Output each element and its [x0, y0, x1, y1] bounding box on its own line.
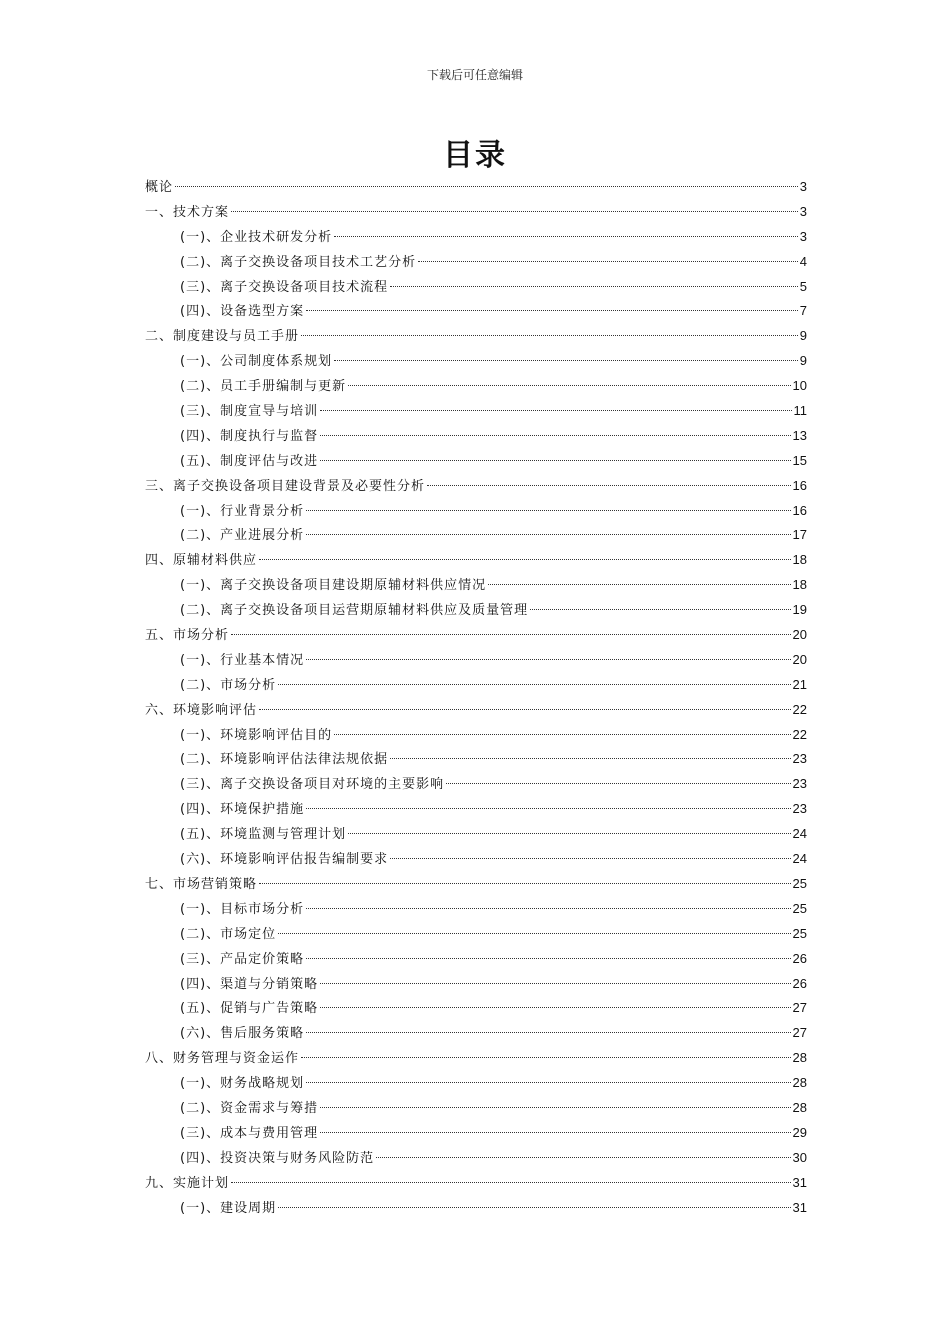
toc-entry[interactable]: [145, 947, 807, 972]
toc-entry-page-number: 10: [792, 378, 807, 394]
toc-dot-leader: [259, 559, 791, 560]
toc-entry-page-number: 31: [792, 1174, 807, 1190]
toc-entry-label: 七、市场营销策略: [145, 876, 258, 892]
toc-entry-label: (二)、资金需求与筹措: [180, 1100, 319, 1116]
toc-dot-leader: [530, 609, 790, 610]
toc-entry-label: (四)、制度执行与监督: [180, 428, 319, 444]
toc-entry[interactable]: [145, 499, 807, 524]
toc-entry-label: (五)、环境监测与管理计划: [180, 827, 347, 843]
toc-entry-label: 九、实施计划: [145, 1175, 230, 1191]
toc-entry[interactable]: [145, 175, 807, 200]
toc-entry-label: (一)、企业技术研发分析: [180, 229, 333, 245]
toc-dot-leader: [488, 584, 790, 585]
toc-entry-page-number: 7: [799, 303, 807, 319]
toc-dot-leader: [320, 1007, 790, 1008]
toc-entry-page-number: 24: [792, 826, 807, 842]
toc-entry-label: (三)、离子交换设备项目技术流程: [180, 279, 389, 295]
toc-dot-leader: [334, 236, 798, 237]
toc-entry-page-number: 18: [792, 577, 807, 593]
toc-dot-leader: [348, 385, 790, 386]
toc-entry-label: (二)、离子交换设备项目运营期原辅材料供应及质量管理: [180, 603, 529, 619]
toc-dot-leader: [320, 1107, 790, 1108]
toc-entry-page-number: 23: [792, 751, 807, 767]
table-of-contents: [145, 175, 807, 1220]
toc-entry-page-number: 28: [792, 1099, 807, 1115]
toc-entry[interactable]: [145, 772, 807, 797]
toc-dot-leader: [231, 211, 798, 212]
toc-entry-page-number: 16: [792, 477, 807, 493]
toc-dot-leader: [259, 709, 791, 710]
toc-dot-leader: [175, 186, 798, 187]
toc-entry-label: (二)、市场分析: [180, 677, 277, 693]
toc-entry[interactable]: [145, 1021, 807, 1046]
toc-entry-page-number: 29: [792, 1124, 807, 1140]
toc-entry-label: (三)、制度宣导与培训: [180, 404, 319, 420]
toc-dot-leader: [301, 1057, 791, 1058]
toc-dot-leader: [376, 1157, 790, 1158]
toc-dot-leader: [390, 758, 790, 759]
toc-entry-page-number: 30: [792, 1149, 807, 1165]
toc-dot-leader: [390, 286, 798, 287]
toc-entry-page-number: 21: [792, 676, 807, 692]
toc-entry[interactable]: [145, 275, 807, 300]
toc-entry-page-number: 24: [792, 851, 807, 867]
toc-dot-leader: [320, 1132, 790, 1133]
toc-dot-leader: [348, 833, 790, 834]
toc-dot-leader: [306, 659, 790, 660]
toc-entry-page-number: 26: [792, 950, 807, 966]
toc-entry-label: (四)、投资决策与财务风险防范: [180, 1150, 375, 1166]
toc-entry-label: (一)、离子交换设备项目建设期原辅材料供应情况: [180, 578, 487, 594]
toc-entry[interactable]: [145, 548, 807, 573]
toc-entry-page-number: 3: [799, 179, 807, 194]
toc-dot-leader: [306, 1032, 790, 1033]
toc-entry[interactable]: [145, 1171, 807, 1196]
toc-entry-page-number: 22: [792, 726, 807, 742]
toc-entry-page-number: 20: [792, 627, 807, 643]
toc-entry[interactable]: [145, 374, 807, 399]
toc-dot-leader: [301, 335, 798, 336]
toc-dot-leader: [306, 958, 790, 959]
toc-entry-page-number: 23: [792, 776, 807, 792]
toc-entry-label: (三)、成本与费用管理: [180, 1125, 319, 1141]
toc-entry[interactable]: [145, 1146, 807, 1171]
toc-entry-page-number: 28: [792, 1050, 807, 1066]
toc-entry-label: (五)、制度评估与改进: [180, 453, 319, 469]
toc-entry-page-number: 31: [792, 1199, 807, 1215]
toc-dot-leader: [306, 1082, 790, 1083]
toc-entry-label: (四)、环境保护措施: [180, 802, 305, 818]
toc-title: 目录: [443, 138, 507, 173]
toc-entry[interactable]: [145, 897, 807, 922]
toc-entry-page-number: 18: [792, 552, 807, 568]
toc-dot-leader: [320, 435, 790, 436]
toc-entry[interactable]: [145, 200, 807, 225]
toc-dot-leader: [427, 485, 791, 486]
toc-entry-label: (三)、离子交换设备项目对环境的主要影响: [180, 777, 445, 793]
toc-entry-label: 五、市场分析: [145, 628, 230, 644]
toc-entry[interactable]: [145, 698, 807, 723]
toc-dot-leader: [231, 1182, 791, 1183]
toc-entry-label: 八、财务管理与资金运作: [145, 1051, 300, 1067]
toc-dot-leader: [306, 534, 790, 535]
toc-entry-page-number: 9: [799, 353, 807, 369]
toc-entry-page-number: 15: [792, 452, 807, 468]
toc-dot-leader: [306, 510, 790, 511]
toc-entry[interactable]: [145, 424, 807, 449]
toc-entry-label: (五)、促销与广告策略: [180, 1001, 319, 1017]
toc-entry-label: (一)、建设周期: [180, 1200, 277, 1216]
toc-entry[interactable]: [145, 474, 807, 499]
toc-dot-leader: [278, 1207, 790, 1208]
toc-entry-label: (四)、渠道与分销策略: [180, 976, 319, 992]
toc-dot-leader: [418, 261, 798, 262]
toc-entry[interactable]: [145, 723, 807, 748]
toc-entry-page-number: 19: [792, 602, 807, 618]
toc-entry[interactable]: [145, 872, 807, 897]
toc-entry-label: (二)、员工手册编制与更新: [180, 379, 347, 395]
toc-dot-leader: [446, 783, 790, 784]
toc-dot-leader: [259, 883, 791, 884]
toc-entry[interactable]: [145, 225, 807, 250]
toc-entry-page-number: 16: [792, 502, 807, 518]
toc-entry-label: (三)、产品定价策略: [180, 951, 305, 967]
toc-entry[interactable]: [145, 648, 807, 673]
toc-entry-label: 概论: [145, 180, 174, 195]
toc-entry-page-number: 22: [792, 701, 807, 717]
toc-entry[interactable]: [145, 922, 807, 947]
toc-entry[interactable]: [145, 1121, 807, 1146]
toc-entry-page-number: 28: [792, 1075, 807, 1091]
toc-entry[interactable]: [145, 299, 807, 324]
toc-entry-page-number: 11: [793, 403, 807, 419]
toc-entry-page-number: 25: [792, 875, 807, 891]
toc-entry[interactable]: [145, 1071, 807, 1096]
toc-entry[interactable]: [145, 349, 807, 374]
toc-entry[interactable]: [145, 399, 807, 424]
toc-entry[interactable]: [145, 822, 807, 847]
toc-entry-label: 三、离子交换设备项目建设背景及必要性分析: [145, 478, 426, 494]
toc-entry-label: (一)、目标市场分析: [180, 901, 305, 917]
toc-entry-label: (一)、行业背景分析: [180, 503, 305, 519]
toc-entry[interactable]: [145, 1096, 807, 1121]
toc-dot-leader: [306, 908, 790, 909]
toc-entry[interactable]: [145, 847, 807, 872]
toc-dot-leader: [306, 808, 790, 809]
toc-entry[interactable]: [145, 598, 807, 623]
toc-entry-label: (二)、产业进展分析: [180, 528, 305, 544]
toc-dot-leader: [278, 933, 790, 934]
toc-dot-leader: [334, 360, 798, 361]
toc-entry[interactable]: [145, 797, 807, 822]
toc-entry-label: (一)、行业基本情况: [180, 652, 305, 668]
toc-dot-leader: [320, 983, 790, 984]
toc-entry-page-number: 5: [799, 278, 807, 294]
toc-entry-page-number: 17: [792, 527, 807, 543]
toc-entry-label: (二)、市场定位: [180, 926, 277, 942]
toc-entry-label: 六、环境影响评估: [145, 702, 258, 718]
toc-entry[interactable]: [145, 747, 807, 772]
toc-entry[interactable]: [145, 996, 807, 1021]
toc-entry-label: (六)、环境影响评估报告编制要求: [180, 852, 389, 868]
toc-entry-page-number: 9: [799, 328, 807, 344]
toc-entry-label: (四)、设备选型方案: [180, 304, 305, 320]
toc-entry[interactable]: [145, 623, 807, 648]
toc-entry[interactable]: [145, 449, 807, 474]
toc-dot-leader: [334, 734, 790, 735]
toc-entry[interactable]: [145, 1046, 807, 1071]
toc-entry-page-number: 26: [792, 975, 807, 991]
toc-entry-page-number: 3: [799, 228, 807, 244]
toc-entry-label: 四、原辅材料供应: [145, 553, 258, 569]
toc-entry[interactable]: [145, 1196, 807, 1221]
toc-entry-label: 一、技术方案: [145, 204, 230, 220]
toc-entry-label: (一)、公司制度体系规划: [180, 354, 333, 370]
toc-entry-label: (二)、离子交换设备项目技术工艺分析: [180, 254, 417, 270]
toc-entry-page-number: 23: [792, 801, 807, 817]
toc-entry-page-number: 25: [792, 925, 807, 941]
toc-entry-label: (一)、财务战略规划: [180, 1076, 305, 1092]
toc-entry-page-number: 3: [799, 203, 807, 219]
toc-entry-page-number: 27: [792, 1025, 807, 1041]
toc-dot-leader: [390, 858, 790, 859]
toc-entry[interactable]: [145, 573, 807, 598]
toc-entry-label: 二、制度建设与员工手册: [145, 329, 300, 345]
toc-dot-leader: [278, 684, 790, 685]
toc-entry-label: (六)、售后服务策略: [180, 1026, 305, 1042]
toc-entry[interactable]: [145, 523, 807, 548]
toc-entry[interactable]: [145, 673, 807, 698]
toc-entry-page-number: 4: [799, 253, 807, 269]
toc-entry-page-number: 27: [792, 1000, 807, 1016]
toc-dot-leader: [320, 460, 790, 461]
toc-dot-leader: [306, 310, 798, 311]
toc-entry-page-number: 25: [792, 900, 807, 916]
toc-entry[interactable]: [145, 324, 807, 349]
toc-dot-leader: [231, 634, 791, 635]
toc-entry-label: (一)、环境影响评估目的: [180, 727, 333, 743]
toc-entry-label: (二)、环境影响评估法律法规依据: [180, 752, 389, 768]
toc-entry-page-number: 13: [792, 427, 807, 443]
toc-dot-leader: [320, 410, 791, 411]
toc-entry[interactable]: [145, 250, 807, 275]
toc-entry-page-number: 20: [792, 651, 807, 667]
toc-entry[interactable]: [145, 972, 807, 997]
header-note: 下载后可任意编辑: [426, 68, 523, 82]
